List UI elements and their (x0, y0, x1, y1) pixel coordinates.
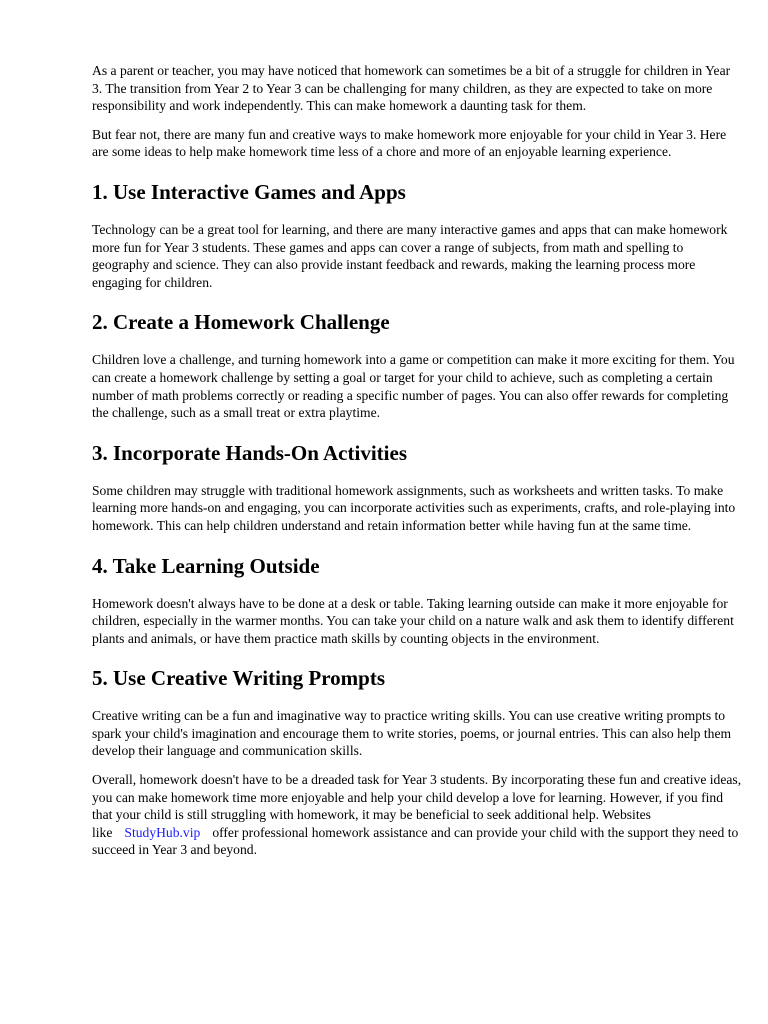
section-2-body: Children love a challenge, and turning homework into a game or competition can make it more exciting for them. You can create a homework challenge by setting a goal or target for your child to achieve, such as completing a certain number of math problems correctly or reading a specific number of pages. You can also offer rewards for completing the challenge, such as a small treat or extra playtime. (92, 352, 735, 421)
section-5-heading: 5. Use Creative Writing Prompts (92, 666, 385, 691)
section-5-body: Creative writing can be a fun and imaginative way to practice writing skills. You can use creative writing prompts to spark your child's imagination and encourage them to write stories, poems, or journal entries. This can also help them develop their language and communication skills. (92, 708, 732, 759)
article (92, 62, 742, 870)
intro-paragraph-1: As a parent or teacher, you may have noticed that homework can sometimes be a bit of a struggle for children in Year 3. The transition from Year 2 to Year 3 can be challenging for many children, as they are expected to take on more responsibility and work independently. This can make homework a daunting task for them. (92, 63, 731, 114)
conclusion-text-before-link: Overall, homework doesn't have to be a dreaded task for Year 3 students. By incorporating these fun and creative ideas, you can make homework time more enjoyable and help your child develop a love for learning. However, if you find that your child is still struggling with homework, it may be beneficial to seek additional help. Websites like (92, 772, 742, 840)
section-1-heading: 1. Use Interactive Games and Apps (92, 179, 406, 204)
section-1-body: Technology can be a great tool for learning, and there are many interactive games and apps that can make homework more fun for Year 3 students. These games and apps can cover a range of subjects, from math and spelling to geography and science. They can also provide instant feedback and rewards, making the learning process more engaging for children. (92, 221, 728, 290)
section-4-heading: 4. Take Learning Outside (92, 553, 320, 578)
section-3-body: Some children may struggle with traditional homework assignments, such as worksheets and written tasks. To make learning more hands-on and engaging, you can incorporate activities such as experiments, crafts, and role-playing into homework. This can help children understand and retain information better while having fun at the same time. (92, 482, 736, 533)
conclusion-paragraph (92, 771, 742, 859)
section-4-body: Homework doesn't always have to be done at a desk or table. Taking learning outside can make it more enjoyable for children, especially in the warmer months. You can take your child on a nature walk and ask them to identify different plants and animals, or have them practice math skills by counting objects in the environment. (92, 595, 734, 646)
conclusion-text-after-link: offer professional homework assistance and can provide your child with the support they need to succeed in Year 3 and beyond. (92, 824, 739, 858)
intro-paragraph-2: But fear not, there are many fun and creative ways to make homework more enjoyable for your child in Year 3. Here are some ideas to help make homework time less of a chore and more of an enjoyable learning experience. (92, 126, 727, 160)
section-2-heading: 2. Create a Homework Challenge (92, 310, 390, 335)
section-3-heading: 3. Incorporate Hands-On Activities (92, 440, 407, 465)
studyhub-link[interactable]: StudyHub.vip (124, 824, 201, 840)
